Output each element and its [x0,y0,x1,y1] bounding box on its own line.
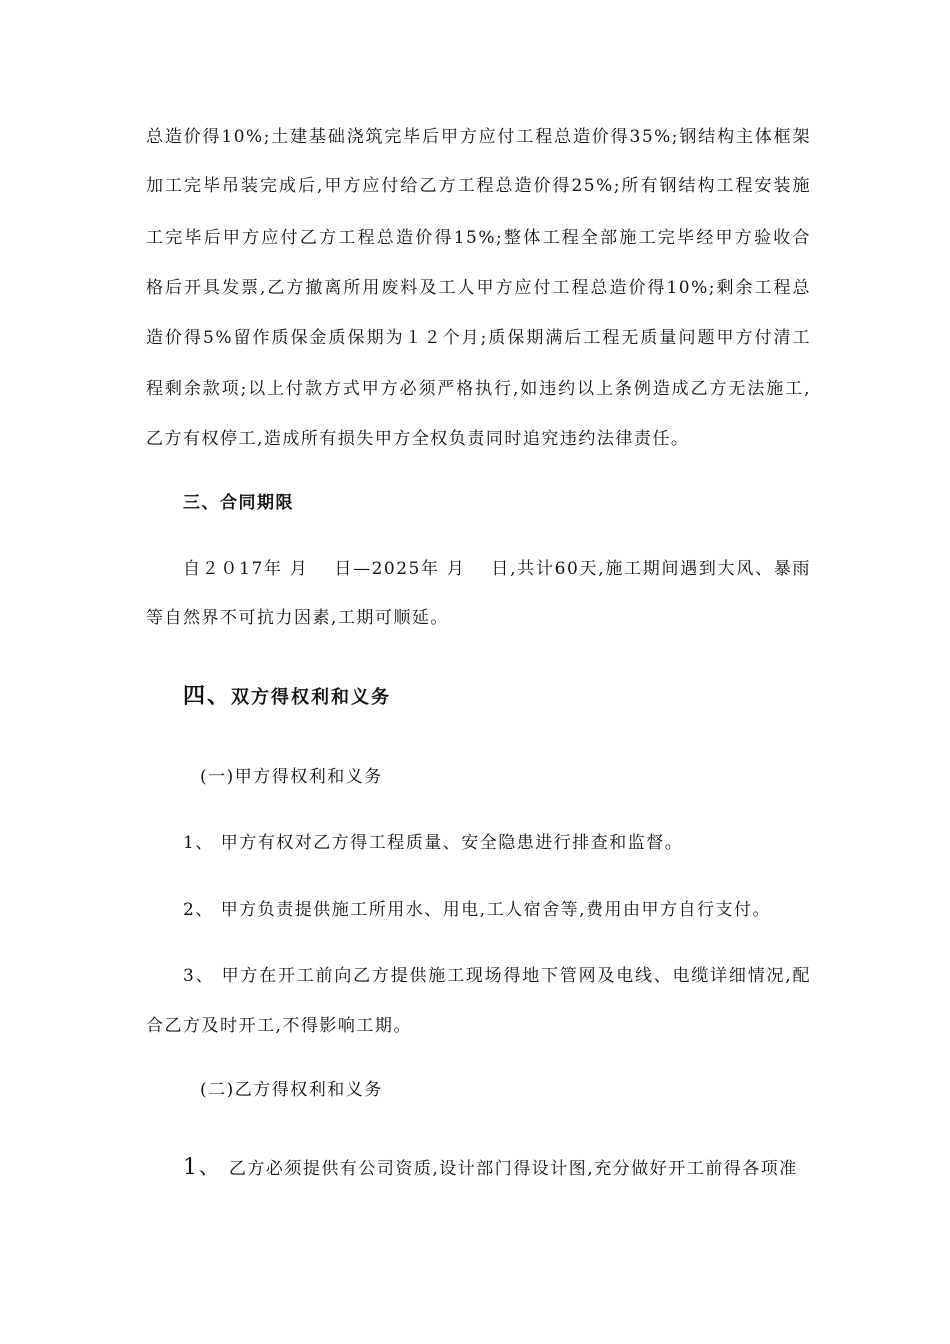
list-item-continuation: 合乙方及时开工,不得影响工期。 [146,1016,412,1036]
section-title: 双方得权利和义务 [231,687,392,708]
section-heading-contract-term: 三、合同期限 [183,493,294,513]
subheading-party-a: (一)甲方得权利和义务 [200,767,383,787]
paragraph-line: 程剩余款项;以上付款方式甲方必须严格执行,如违约以上条例造成乙方无法施工, [146,379,811,399]
list-item: 2、 甲方负责提供施工所用水、用电,工人宿舍等,费用由甲方自行支付。 [183,900,772,920]
list-number: 1、 [183,1155,222,1180]
list-item: 3、 甲方在开工前向乙方提供施工现场得地下管网及电线、电缆详细情况,配 [183,966,811,986]
paragraph-line: 造价得5%留作质保金质保期为１２个月;质保期满后工程无质量问题甲方付清工 [146,328,811,348]
paragraph-line: 自２０17年 月 日—2025年 月 日,共计60天,施工期间遇到大风、暴雨 [183,559,811,579]
paragraph-line: 乙方有权停工,造成所有损失甲方全权负责同时追究违约法律责任。 [146,429,690,449]
section-number: 四、 [183,683,232,709]
list-item [183,1156,798,1181]
paragraph-line: 等自然界不可抗力因素,工期可顺延。 [146,608,449,628]
section-heading-rights-obligations [183,684,391,710]
subheading-party-b: (二)乙方得权利和义务 [200,1080,383,1100]
paragraph-line: 总造价得10%;土建基础浇筑完毕后甲方应付工程总造价得35%;钢结构主体框架 [146,127,811,147]
paragraph-line: 格后开具发票,乙方撤离所用废料及工人甲方应付工程总造价得10%;剩余工程总 [146,278,811,298]
list-item-text: 乙方必须提供有公司资质,设计部门得设计图,充分做好开工前得各项准 [228,1159,798,1179]
paragraph-line: 加工完毕吊装完成后,甲方应付给乙方工程总造价得25%;所有钢结构工程安装施 [146,176,811,196]
paragraph-line: 工完毕后甲方应付乙方工程总造价得15%;整体工程全部施工完毕经甲方验收合 [146,228,811,248]
list-item: 1、 甲方有权对乙方得工程质量、安全隐患进行排查和监督。 [183,833,684,853]
